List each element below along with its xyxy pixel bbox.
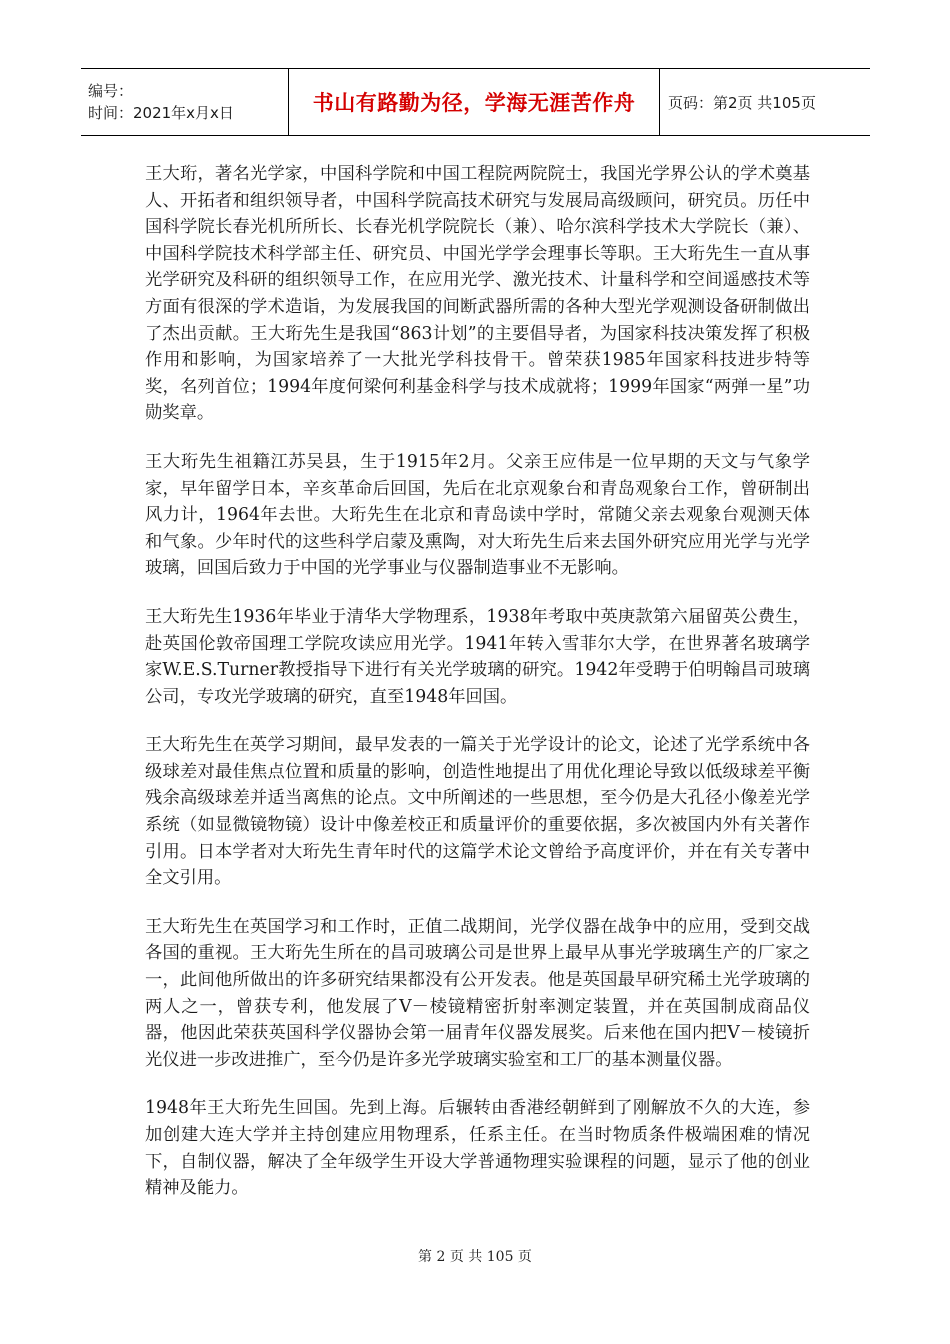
header-page-number: 页码：第2页 共105页 bbox=[668, 93, 816, 112]
paragraph-education: 王大珩先生1936年毕业于清华大学物理系，1938年考取中英庚款第六届留英公费生，赴英国伦敦帝国理工学院攻读应用光学。1941年转入雪菲尔大学，在世界著名玻璃学家W.E.S.Turner教授指导下进行有关光学玻璃的研究。1942年受聘于伯明翰昌司玻璃公司，专攻光学玻璃的研究，直至1948年回国。 bbox=[145, 606, 810, 707]
paragraph-intro: 王大珩，著名光学家，中国科学院和中国工程院两院院士，我国光学界公认的学术奠基人、开拓者和组织领导者，中国科学院高技术研究与发展局高级顾问，研究员。历任中国科学院长春光机所所长、长春光机学院院长（兼）、哈尔滨科学技术大学院长（兼）、中国科学院技术科学部主任、研究员、中国光学学会理事长等职。王大珩先生一直从事光学研究及科研的组织领导工作，在应用光学、激光技术、计量科学和空间遥感技术等方面有很深的学术造诣，为发展我国的间断武器所需的各种大型光学观测设备研制做出了杰出贡献。王大珩先生是我国“863计划”的主要倡导者，为国家科技决策发挥了积极作用和影响，为国家培养了一大批光学科技骨干。曾荣获1985年国家科技进步特等奖，名列首位；1994年度何梁何利基金科学与技术成就将；1999年国家“两弹一星”功勋奖章。 bbox=[145, 164, 810, 424]
page-header bbox=[81, 68, 870, 136]
paragraph-origin: 王大珩先生祖籍江苏吴县，生于1915年2月。父亲王应伟是一位早期的天文与气象学家，早年留学日本，辛亥革命后回国，先后在北京观象台和青岛观象台工作，曾研制出风力计，1964年去世。大珩先生在北京和青岛读中学时，常随父亲去观象台观测天体和气象。少年时代的这些科学启蒙及熏陶，对大珩先生后来去国外研究应用光学与光学玻璃，回国后致力于中国的光学事业与仪器制造事业不无影响。 bbox=[145, 451, 810, 579]
document-time-label: 时间：2021年x月x日 bbox=[88, 104, 234, 122]
document-number-label: 编号： bbox=[88, 82, 134, 100]
header-page-cell bbox=[660, 69, 870, 135]
page-footer: 第 2 页 共 105 页 bbox=[418, 1249, 532, 1265]
paragraph-wartime-work: 王大珩先生在英国学习和工作时，正值二战期间，光学仪器在战争中的应用，受到交战各国的重视。王大珩先生所在的昌司玻璃公司是世界上最早从事光学玻璃生产的厂家之一，此间他所做出的许多研究结果都没有公开发表。他是英国最早研究稀土光学玻璃的两人之一，曾获专利，他发展了V－棱镜精密折射率测定装置，并在英国制成商品仪器，他因此荣获英国科学仪器协会第一届青年仪器发展奖。后来他在国内把V－棱镜折光仪进一步改进推广，至今仍是许多光学玻璃实验室和工厂的基本测量仪器。 bbox=[145, 916, 810, 1070]
document-body bbox=[145, 161, 810, 1224]
header-motto: 书山有路勤为径，学海无涯苦作舟 bbox=[312, 91, 636, 115]
header-meta bbox=[81, 69, 289, 135]
paragraph-research-paper: 王大珩先生在英学习期间，最早发表的一篇关于光学设计的论文，论述了光学系统中各级球差对最佳焦点位置和质量的影响，创造性地提出了用优化理论导致以低级球差平衡残余高级球差并适当离焦的论点。文中所阐述的一些思想，至今仍是大孔径小像差光学系统（如显微镜物镜）设计中像差校正和质量评价的重要依据，多次被国内外有关著作引用。日本学者对大珩先生青年时代的这篇学术论文曾给予高度评价，并在有关专著中全文引用。 bbox=[145, 735, 810, 889]
paragraph-return-to-china: 1948年王大珩先生回国。先到上海。后辗转由香港经朝鲜到了刚解放不久的大连，参加创建大连大学并主持创建应用物理系，任系主任。在当时物质条件极端困难的情况下，自制仪器，解决了全年级学生开设大学普通物理实验课程的问题，显示了他的创业精神及能力。 bbox=[145, 1098, 810, 1199]
header-motto-cell bbox=[289, 69, 660, 135]
